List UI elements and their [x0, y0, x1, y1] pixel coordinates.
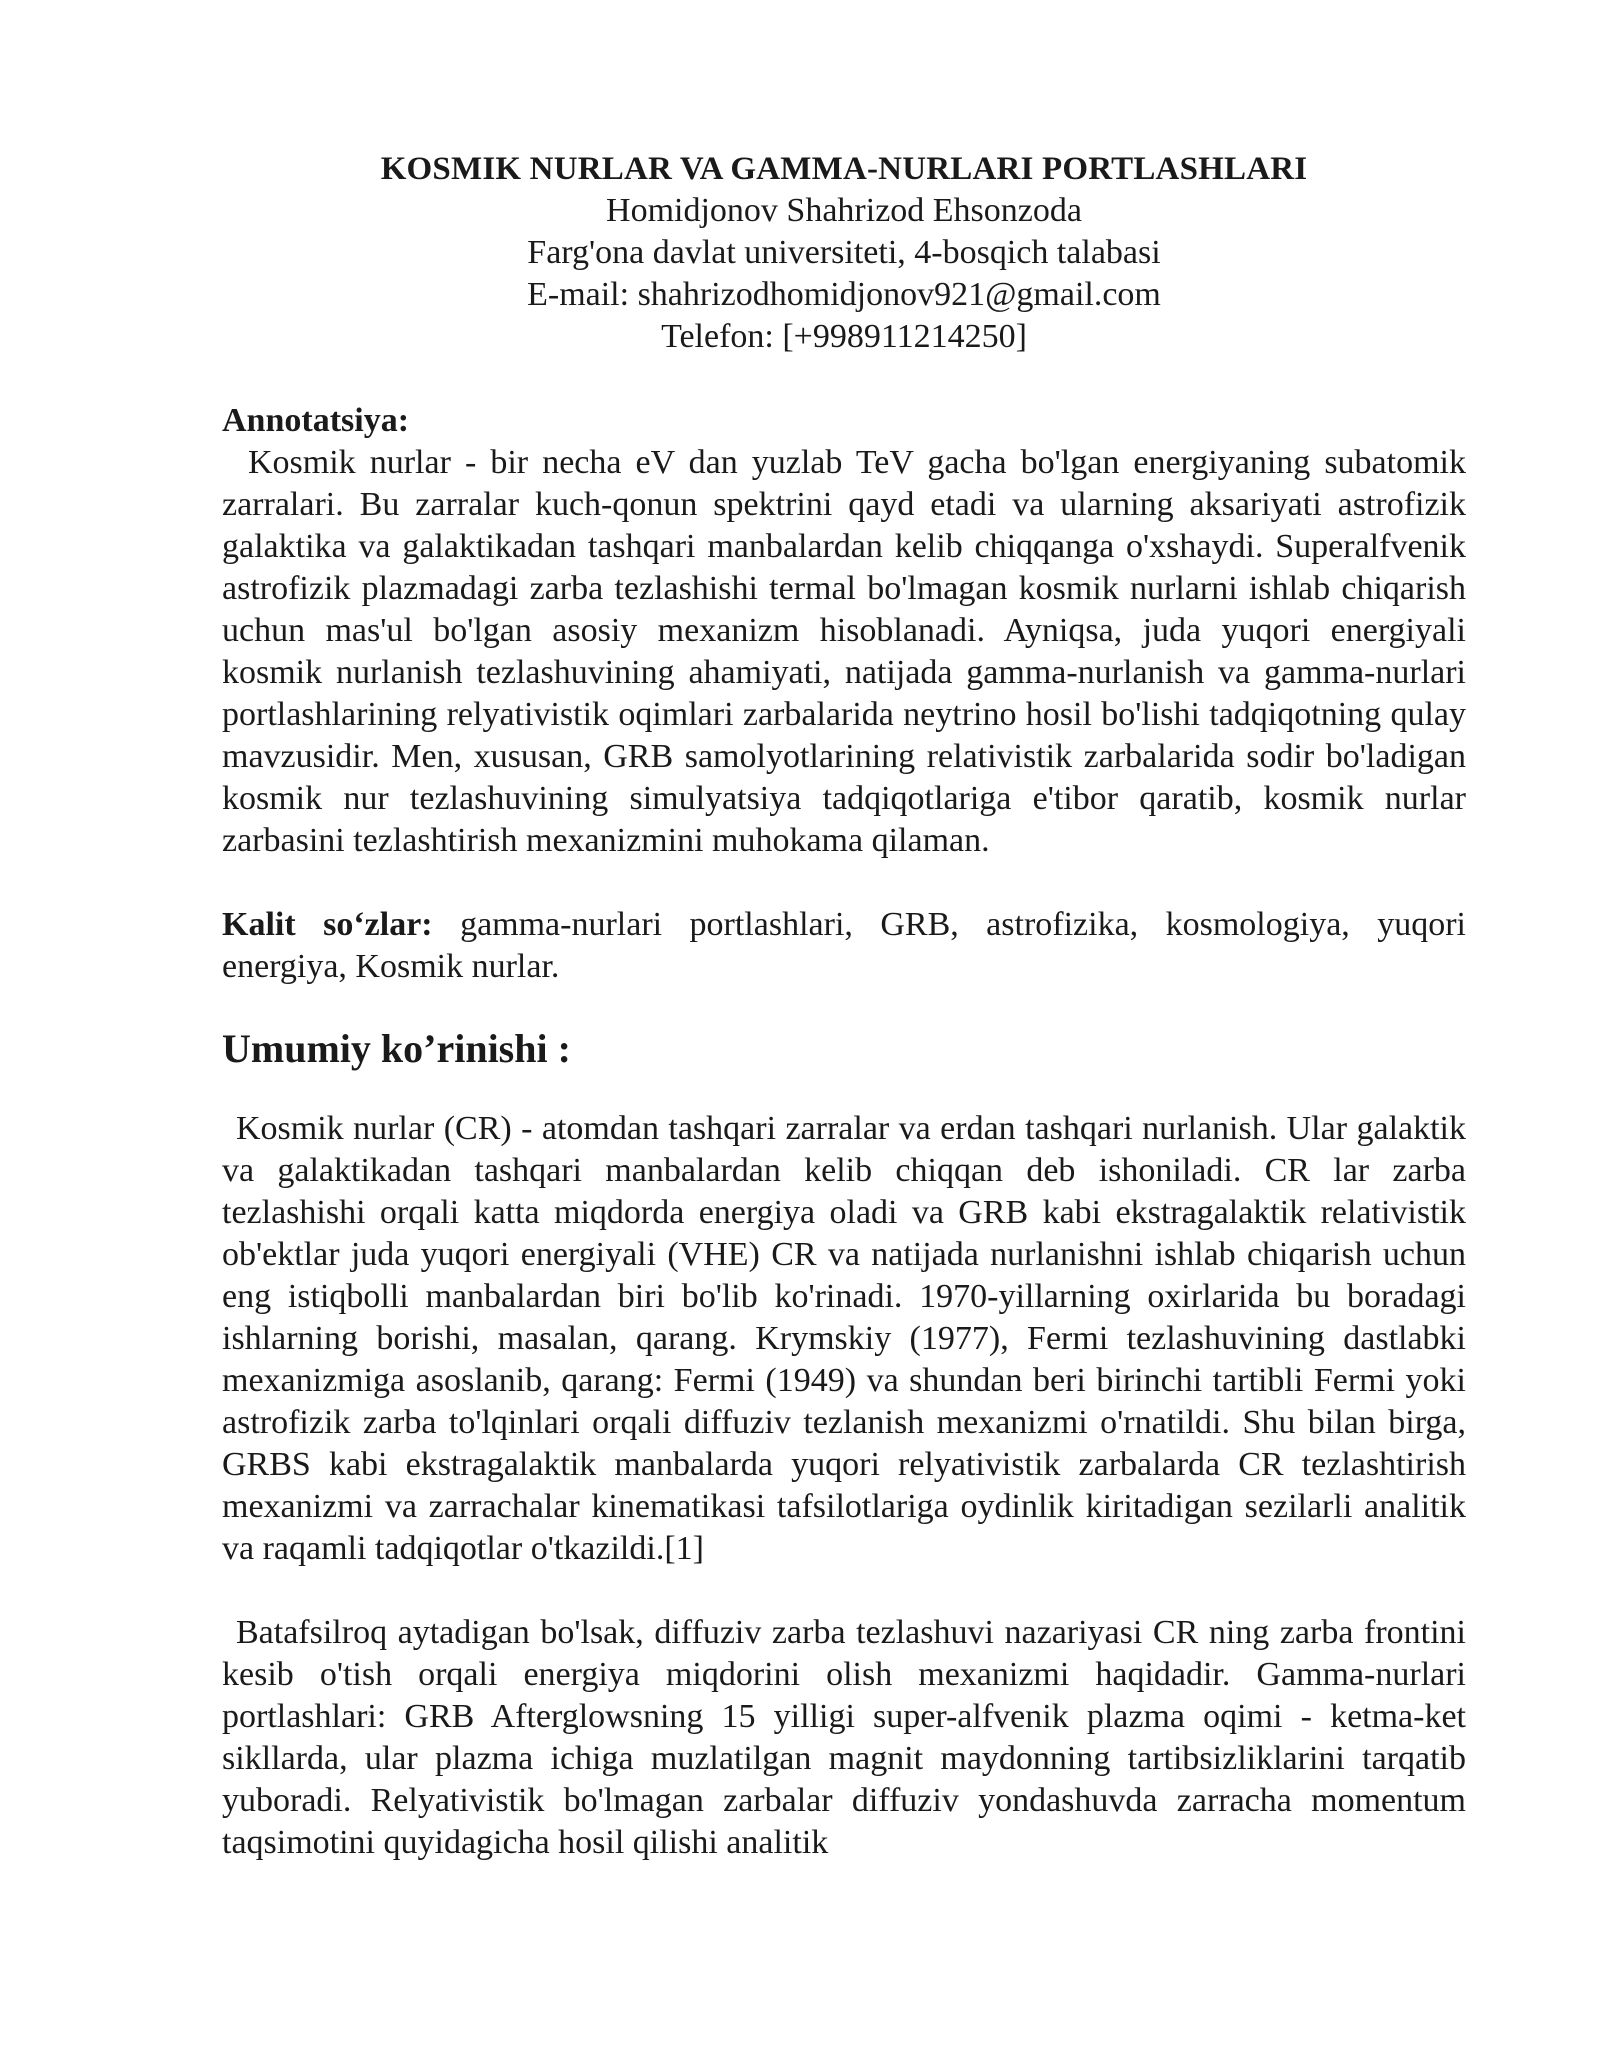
keywords-text: gamma-nurlari portlashlari, GRB, astrofizika, kosmologiya, yuqori energiya, Kosmik nurlar.	[222, 906, 1466, 985]
paper-title: KOSMIK NURLAR VA GAMMA-NURLARI PORTLASHLARI	[380, 151, 1308, 187]
author-phone: Telefon: [+998911214250]	[661, 318, 1027, 355]
overview-paragraph-2: Batafsilroq aytadigan bo'lsak, diffuziv zarba tezlashuvi nazariyasi CR ning zarba frontini kesib o'tish orqali energiya miqdorini olish mexanizmi haqidadir. Gamma-nurlari portlashlari: GRB Afterglowsning 15 yilligi super-alfvenik plazma oqimi - ketma-ket sikllarda, ular plazma ichiga muzlatilgan magnit maydonning tartibsizliklarini tarqatib yuboradi. Relyativistik bo'lmagan zarbalar diffuziv yondashuvda zarracha momentum taqsimotini quyidagicha hosil qilishi analitik	[222, 1614, 1466, 1861]
title-block	[222, 148, 1466, 358]
author-name: Homidjonov Shahrizod Ehsonzoda	[606, 192, 1082, 229]
keywords-label: Kalit so‘zlar:	[222, 906, 433, 943]
section-heading-overview: Umumiy ko’rinishi :	[222, 1026, 571, 1071]
author-affiliation: Farg'ona davlat universiteti, 4-bosqich talabasi	[527, 234, 1161, 271]
overview-paragraph-1: Kosmik nurlar (CR) - atomdan tashqari zarralar va erdan tashqari nurlanish. Ular galaktik va galaktikadan tashqari manbalardan kelib chiqqan deb ishoniladi. CR lar zarba tezlashishi orqali katta miqdorda energiya oladi va GRB kabi ekstragalaktik relativistik ob'ektlar juda yuqori energiyali (VHE) CR va natijada nurlanishni ishlab chiqarish uchun eng istiqbolli manbalardan biri bo'lib ko'rinadi. 1970-yillarning oxirlarida bu boradagi ishlarning borishi, masalan, qarang. Krymskiy (1977), Fermi tezlashuvining dastlabki mexanizmiga asoslanib, qarang: Fermi (1949) va shundan beri birinchi tartibli Fermi yoki astrofizik zarba to'lqinlari orqali diffuziv tezlanish mexanizmi o'rnatildi. Shu bilan birga, GRBS kabi ekstragalaktik manbalarda yuqori relyativistik zarbalarda CR tezlashtirish mexanizmi va zarrachalar kinematikasi tafsilotlariga oydinlik kiritadigan sezilarli analitik va raqamli tadqiqotlar o'tkazildi.[1]	[222, 1110, 1466, 1567]
abstract-text: Kosmik nurlar - bir necha eV dan yuzlab TeV gacha bo'lgan energiyaning subatomik zarralari. Bu zarralar kuch-qonun spektrini qayd etadi va ularning aksariyati astrofizik galaktika va galaktikadan tashqari manbalardan kelib chiqqanga o'xshaydi. Superalfvenik astrofizik plazmadagi zarba tezlashishi termal bo'lmagan kosmik nurlarni ishlab chiqarish uchun mas'ul bo'lgan asosiy mexanizm hisoblanadi. Ayniqsa, juda yuqori energiyali kosmik nurlanish tezlashuvining ahamiyati, natijada gamma-nurlanish va gamma-nurlari portlashlarining relyativistik oqimlari zarbalarida neytrino hosil bo'lishi tadqiqotning qulay mavzusidir. Men, xususan, GRB samolyotlarining relativistik zarbalarida sodir bo'ladigan kosmik nur tezlashuvining simulyatsiya tadqiqotlariga e'tibor qaratib, kosmik nurlar zarbasini tezlashtirish mexanizmini muhokama qilaman.	[222, 444, 1466, 859]
keywords	[222, 904, 1466, 988]
abstract-label: Annotatsiya:	[222, 402, 410, 439]
author-email: E-mail: shahrizodhomidjonov921@gmail.com	[527, 276, 1161, 313]
